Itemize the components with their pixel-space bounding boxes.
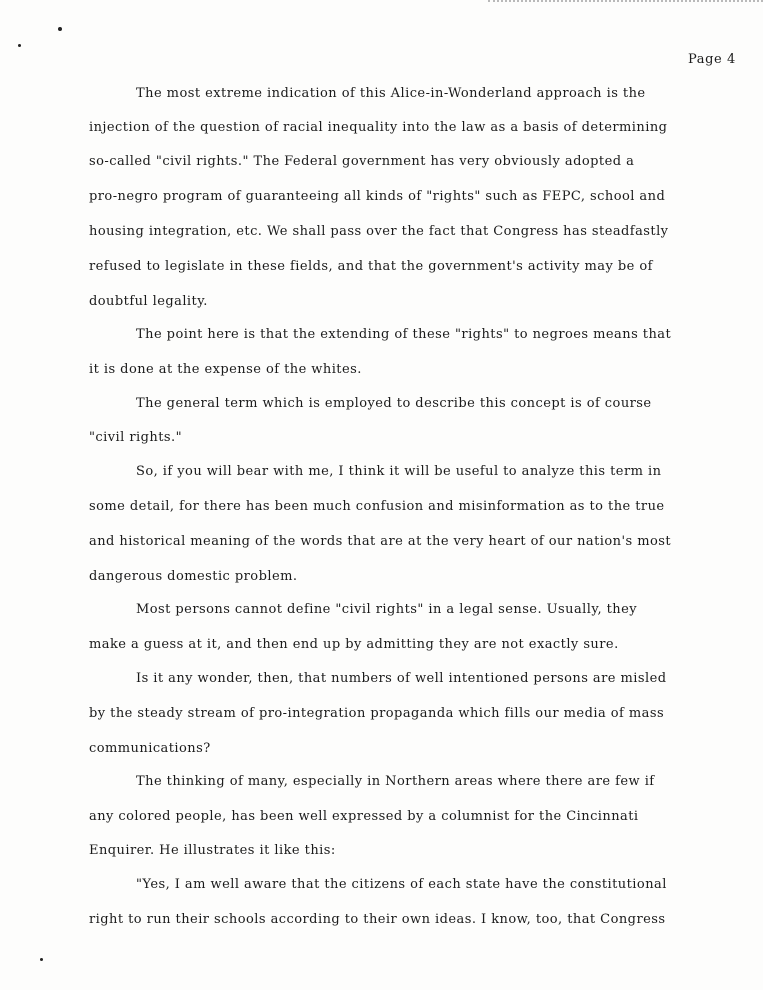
body-line: doubtful legality.	[89, 294, 208, 309]
body-line: any colored people, has been well expressed by a columnist for the Cincinnati	[89, 809, 639, 824]
body-line: The general term which is employed to describe this concept is of course	[136, 396, 652, 411]
body-line: so-called "civil rights." The Federal government has very obviously adopted a	[89, 154, 635, 169]
body-line: The thinking of many, especially in Northern areas where there are few if	[136, 774, 655, 789]
body-line: refused to legislate in these fields, and that the government's activity may be of	[89, 259, 653, 274]
body-line: by the steady stream of pro-integration propaganda which fills our media of mass	[89, 706, 665, 721]
body-line: Enquirer. He illustrates it like this:	[89, 843, 336, 858]
page-number: Page 4	[688, 52, 736, 67]
body-line: it is done at the expense of the whites.	[89, 362, 362, 377]
body-line: and historical meaning of the words that are at the very heart of our nation's most	[89, 534, 672, 549]
body-line: housing integration, etc. We shall pass over the fact that Congress has steadfastly	[89, 224, 669, 239]
body-line: injection of the question of racial inequality into the law as a basis of determining	[89, 120, 668, 135]
scan-speck	[40, 958, 43, 961]
body-line: The point here is that the extending of these "rights" to negroes means that	[136, 327, 672, 342]
body-line: some detail, for there has been much confusion and misinformation as to the true	[89, 499, 665, 514]
body-line: dangerous domestic problem.	[89, 569, 298, 584]
body-line: communications?	[89, 741, 211, 756]
body-line: "civil rights."	[89, 430, 183, 445]
scan-speck	[58, 27, 62, 31]
body-line: "Yes, I am well aware that the citizens of each state have the constitutional	[136, 877, 667, 892]
body-line: pro-negro program of guaranteeing all kinds of "rights" such as FEPC, school and	[89, 189, 666, 204]
scan-speck	[18, 44, 21, 47]
body-line: Most persons cannot define "civil rights" in a legal sense. Usually, they	[136, 602, 638, 617]
body-line: right to run their schools according to their own ideas. I know, too, that Congress	[89, 912, 666, 927]
body-line: Is it any wonder, then, that numbers of well intentioned persons are misled	[136, 671, 667, 686]
body-line: So, if you will bear with me, I think it will be useful to analyze this term in	[136, 464, 662, 479]
body-line: make a guess at it, and then end up by admitting they are not exactly sure.	[89, 637, 619, 652]
body-line: The most extreme indication of this Alice-in-Wonderland approach is the	[136, 86, 646, 101]
page-edge-dots	[488, 0, 763, 2]
